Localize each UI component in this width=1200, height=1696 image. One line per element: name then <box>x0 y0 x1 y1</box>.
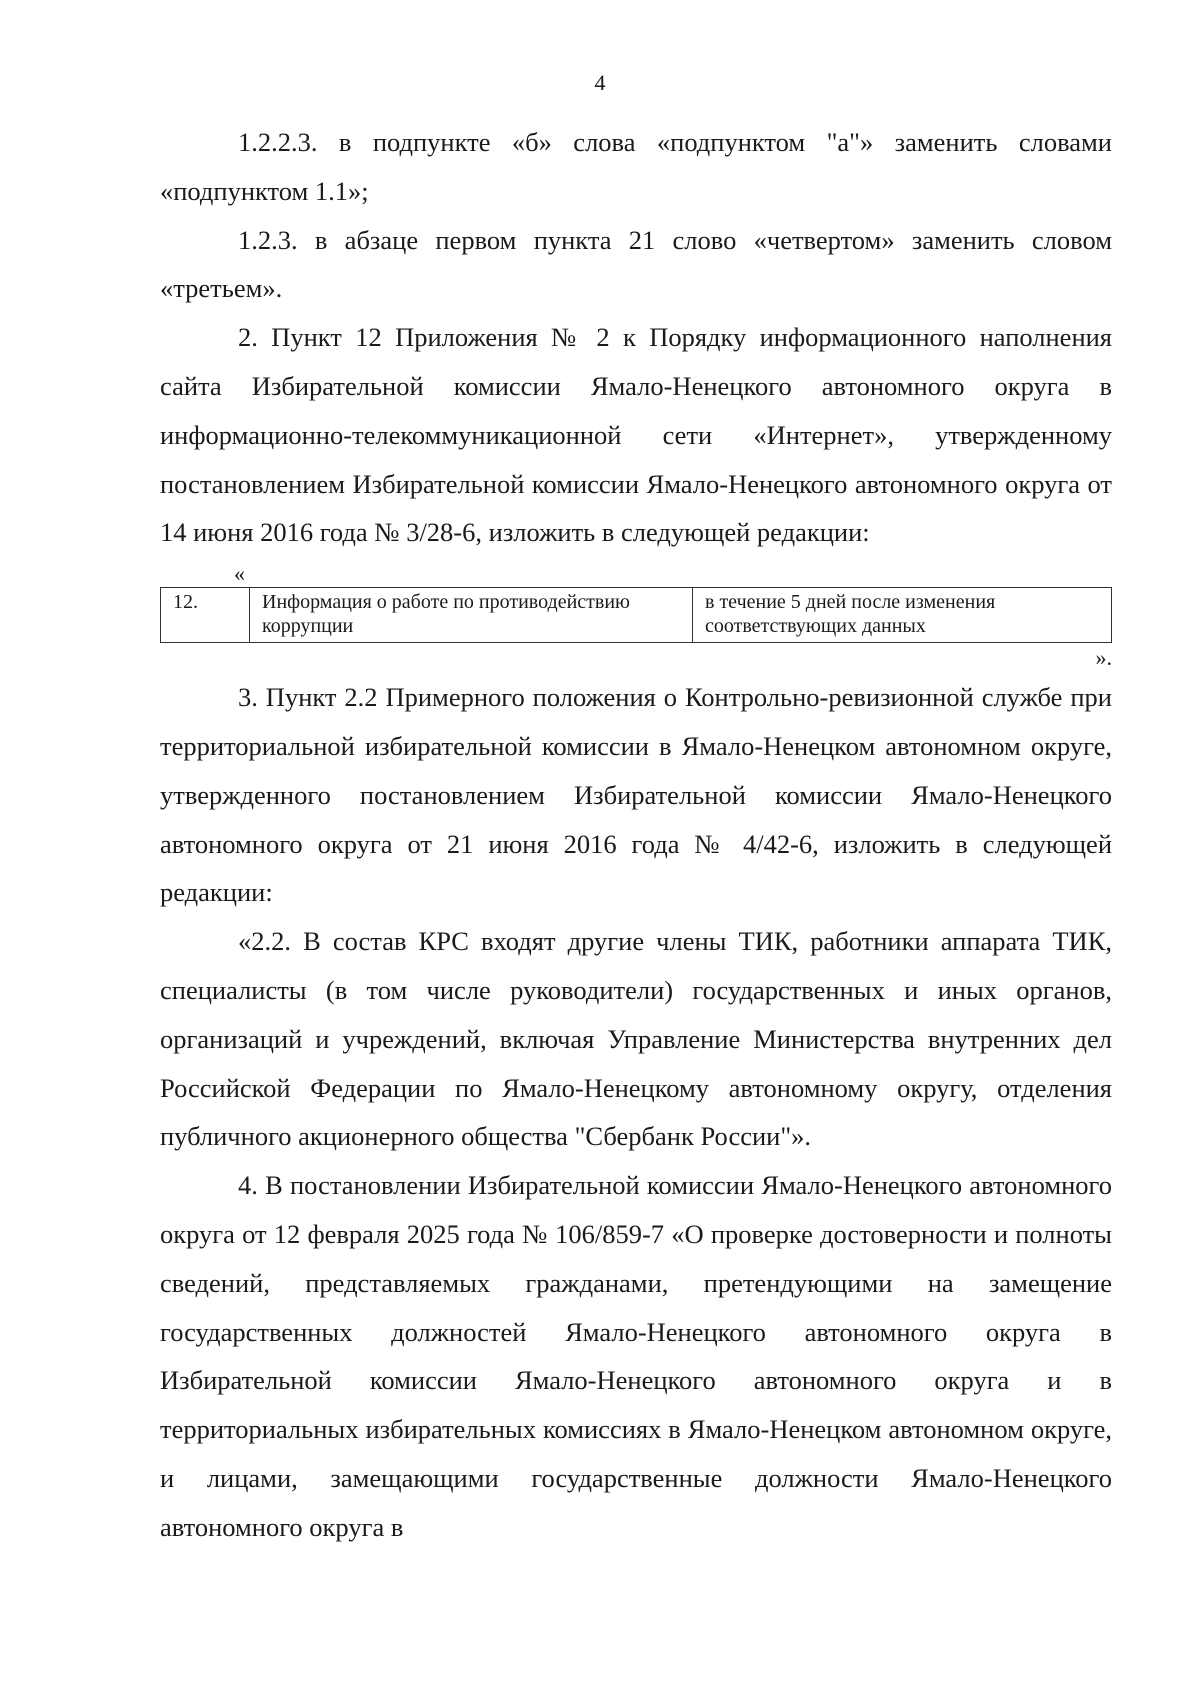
row-info-cell: Информация о работе по противодействию коррупции <box>250 588 693 643</box>
table-row <box>161 588 1112 643</box>
paragraph-2-2-quote: «2.2. В состав КРС входят другие члены ТИК, работники аппарата ТИК, специалисты (в том числе руководители) государственных и иных органов, организаций и учреждений, включая Управление Министерства внутренних дел Российской Федерации по Ямало-Ненецкому автономному округу, отделения публичного акционерного общества "Сбербанк России"». <box>160 926 1112 1152</box>
paragraph-2: 2. Пункт 12 Приложения № 2 к Порядку информационного наполнения сайта Избирательной комиссии Ямало-Ненецкого автономного округа в информационно-телекоммуникационной сети «Интернет», утвержденному постановлением Избирательной комиссии Ямало-Ненецкого автономного округа от 14 июня 2016 года № 3/28-6, изложить в следующей редакции: <box>160 322 1112 548</box>
paragraph-3: 3. Пункт 2.2 Примерного положения о Контрольно-ревизионной службе при территориальной избирательной комиссии в Ямало-Ненецком автономном округе, утвержденного постановлением Избирательной комиссии Ямало-Ненецкого автономного округа от 21 июня 2016 года № 4/42-6, изложить в следующей редакции: <box>160 682 1112 908</box>
page-number: 4 <box>594 70 606 95</box>
paragraph-1-2-2-3: 1.2.2.3. в подпункте «б» слова «подпунктом "а"» заменить словами «подпунктом 1.1»; <box>160 127 1112 206</box>
row-term-cell: в течение 5 дней после изменения соответствующих данных <box>693 588 1112 643</box>
row-number-cell: 12. <box>161 588 250 643</box>
quote-open-mark: « <box>234 561 245 587</box>
info-table <box>160 587 1112 643</box>
document-body <box>160 118 1112 1552</box>
quote-close-mark: ». <box>1095 645 1112 671</box>
paragraph-1-2-3: 1.2.3. в абзаце первом пункта 21 слово «четвертом» заменить словом «третьем». <box>160 224 1112 304</box>
paragraph-4: 4. В постановлении Избирательной комиссии Ямало-Ненецкого автономного округа от 12 февраля 2025 года № 106/859-7 «О проверке достоверности и полноты сведений, представляемых гражданами, претендующими на замещение государственных должностей Ямало-Ненецкого автономного округа в Избирательной комиссии Ямало-Ненецкого автономного округа и в территориальных избирательных комиссиях в Ямало-Ненецком автономном округе, и лицами, замещающими государственные должности Ямало-Ненецкого автономного округа в <box>160 1170 1112 1542</box>
